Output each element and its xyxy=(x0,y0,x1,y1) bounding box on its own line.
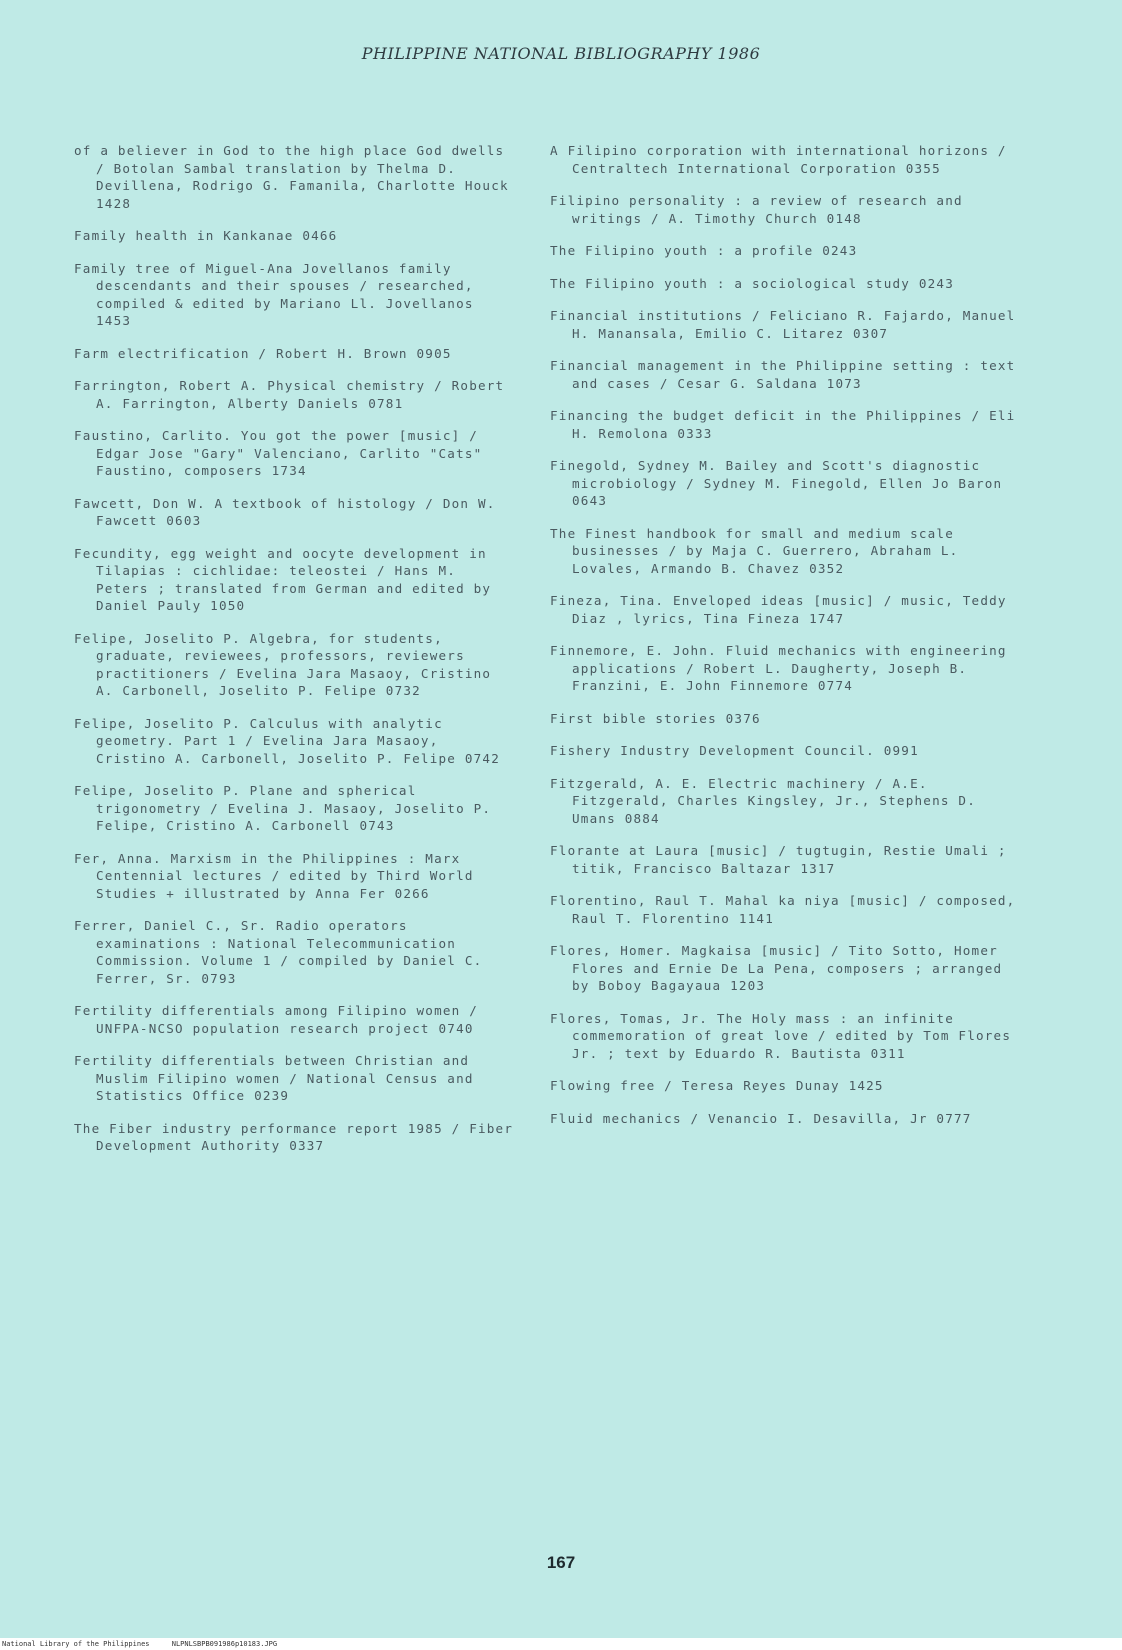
bib-entry: Fertility differentials between Christian and Muslim Filipino women / National Census and Statistics Office 0239 xyxy=(74,1053,474,1103)
bib-entry: Fawcett, Don W. A textbook of histology / Don W. Fawcett 0603 xyxy=(74,495,496,528)
bib-entry: The Fiber industry performance report 1985 / Fiber Development Authority 0337 xyxy=(74,1120,514,1153)
bib-entry: Family health in Kankanae 0466 xyxy=(74,228,338,243)
bib-entry: Finegold, Sydney M. Bailey and Scott's diagnostic microbiology / Sydney M. Finegold, Ellen Jo Baron 0643 xyxy=(550,458,1003,508)
bib-entry: Family tree of Miguel-Ana Jovellanos family descendants and their spouses / researched, compiled & edited by Mariano Ll. Jovellanos 1453 xyxy=(74,260,474,328)
bib-entry: The Finest handbook for small and medium scale businesses / by Maja C. Guerrero, Abraham L. Lovales, Armando B. Chavez 0352 xyxy=(550,525,959,576)
bib-entry: Florante at Laura [music] / tugtugin, Restie Umali ; titik, Francisco Baltazar 1317 xyxy=(550,843,1007,876)
bib-entry: Felipe, Joselito P. Plane and spherical trigonometry / Evelina J. Masaoy, Joselito P. Felipe, Cristino A. Carbonell 0743 xyxy=(74,783,492,833)
bib-entry: The Filipino youth : a sociological study 0243 xyxy=(550,275,954,291)
bib-entry: Fer, Anna. Marxism in the Philippines : Marx Centennial lectures / edited by Third World Studies + illustrated by Anna Fer 0266 xyxy=(74,850,474,901)
right-column xyxy=(550,142,1020,1142)
bib-entry: Finnemore, E. John. Fluid mechanics with engineering applications / Robert L. Daugherty, Joseph B. Franzini, E. John Finnemore 0774 xyxy=(550,643,1007,693)
bib-entry: Flores, Homer. Magkaisa [music] / Tito Sotto, Homer Flores and Ernie De La Pena, composers ; arranged by Boboy Bagayaua 1203 xyxy=(550,943,1003,993)
bib-entry: Florentino, Raul T. Mahal ka niya [music] / composed, Raul T. Florentino 1141 xyxy=(550,893,1016,926)
bib-entry: Ferrer, Daniel C., Sr. Radio operators examinations : National Telecommunication Commission. Volume 1 / compiled by Daniel C. Ferrer, Sr. 0793 xyxy=(74,918,483,986)
bib-entry: Financial management in the Philippine setting : text and cases / Cesar G. Saldana 1073 xyxy=(550,358,1016,391)
scan-footer xyxy=(0,1638,1122,1650)
bib-entry: of a believer in God to the high place God dwells / Botolan Sambal translation by Thelma D. Devillena, Rodrigo G. Famanila, Charlotte Houck 1428 xyxy=(74,143,509,211)
bib-entry: Fitzgerald, A. E. Electric machinery / A.E. Fitzgerald, Charles Kingsley, Jr., Stephens D. Umans 0884 xyxy=(550,775,976,826)
bib-entry: Felipe, Joselito P. Algebra, for students, graduate, reviewees, professors, reviewers practitioners / Evelina Jara Masaoy, Cristino A. Carbonell, Joselito P. Felipe 0732 xyxy=(74,630,492,698)
bib-entry: Fineza, Tina. Enveloped ideas [music] / music, Teddy Diaz , lyrics, Tina Fineza 1747 xyxy=(550,593,1007,626)
bib-entry: Fishery Industry Development Council. 0991 xyxy=(550,743,919,758)
bib-entry: Flowing free / Teresa Reyes Dunay 1425 xyxy=(550,1078,884,1093)
bib-entry: Flores, Tomas, Jr. The Holy mass : an infinite commemoration of great love / edited by Tom Flores Jr. ; text by Eduardo R. Bautista 0311 xyxy=(550,1010,1012,1061)
bib-entry: Financial institutions / Feliciano R. Fajardo, Manuel H. Manansala, Emilio C. Litarez 0307 xyxy=(550,308,1016,341)
bib-entry: Fecundity, egg weight and oocyte development in Tilapias : cichlidae: teleostei / Hans M. Peters ; translated from German and edited by Daniel Pauly 1050 xyxy=(74,545,492,613)
bib-entry: Filipino personality : a review of research and writings / A. Timothy Church 0148 xyxy=(550,193,963,226)
bib-entry: Fluid mechanics / Venancio I. Desavilla, Jr 0777 xyxy=(550,1110,972,1126)
bib-entry: Faustino, Carlito. You got the power [music] / Edgar Jose "Gary" Valenciano, Carlito "Cats" Faustino, composers 1734 xyxy=(74,428,483,478)
bib-entry: Farrington, Robert A. Physical chemistry / Robert A. Farrington, Alberty Daniels 0781 xyxy=(74,378,505,411)
bib-entry: Fertility differentials among Filipino women / UNFPA-NCSO population research project 0740 xyxy=(74,1003,478,1036)
footer-file: NLPNLSBPB091986p10183.JPG xyxy=(171,1640,278,1648)
bib-entry: A Filipino corporation with international horizons / Centraltech International Corporation 0355 xyxy=(550,143,1007,176)
page-header-title: PHILIPPINE NATIONAL BIBLIOGRAPHY 1986 xyxy=(361,44,761,63)
bib-entry: Financing the budget deficit in the Philippines / Eli H. Remolona 0333 xyxy=(550,408,1016,441)
footer-library: National Library of the Philippines xyxy=(2,1640,150,1648)
bib-entry: The Filipino youth : a profile 0243 xyxy=(550,243,858,258)
bib-entry: First bible stories 0376 xyxy=(550,710,761,726)
left-column xyxy=(74,142,514,1170)
bib-entry: Farm electrification / Robert H. Brown 0905 xyxy=(74,345,452,361)
page-number: 167 xyxy=(546,1553,576,1572)
bib-entry: Felipe, Joselito P. Calculus with analytic geometry. Part 1 / Evelina Jara Masaoy, Cristino A. Carbonell, Joselito P. Felipe 0742 xyxy=(74,715,500,766)
